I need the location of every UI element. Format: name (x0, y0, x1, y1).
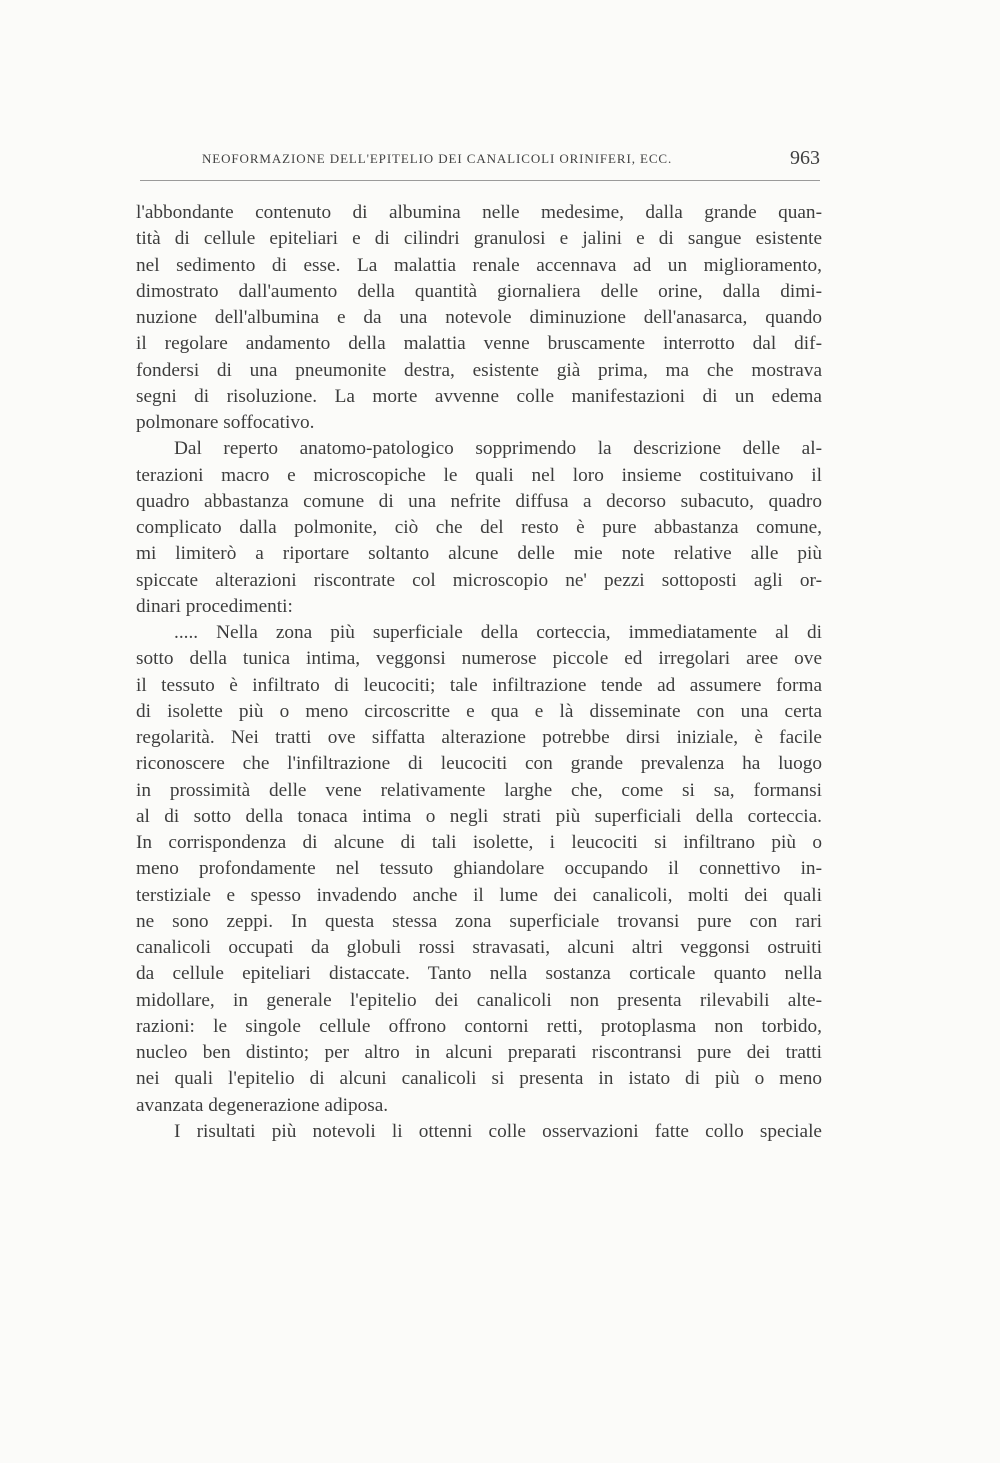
text-line: meno profondamente nel tessuto ghiandolare occupando il connettivo in- (136, 858, 822, 880)
text-line: I risultati più notevoli li ottenni colle osservazioni fatte collo speciale (174, 1120, 822, 1142)
text-line: segni di risoluzione. La morte avvenne colle manifestazioni di un edema (136, 385, 822, 407)
text-line: sotto della tunica intima, veggonsi numerose piccole ed irregolari aree ove (136, 648, 822, 670)
text-line: il tessuto è infiltrato di leucociti; tale infiltrazione tende ad assumere forma (136, 674, 822, 696)
text-line: ne sono zeppi. In questa stessa zona superficiale trovansi pure con rari (136, 910, 822, 932)
text-line: dinari procedimenti: (136, 595, 293, 617)
text-line: tità di cellule epiteliari e di cilindri granulosi e jalini e di sangue esistente (136, 228, 822, 250)
text-line: quadro abbastanza comune di una nefrite diffusa a decorso subacuto, quadro (136, 490, 822, 512)
text-line: avanzata degenerazione adiposa. (136, 1094, 389, 1116)
text-line: in prossimità delle vene relativamente larghe che, come si sa, formansi (136, 779, 822, 801)
body-text (136, 200, 822, 1145)
text-line: riconoscere che l'infiltrazione di leucociti con grande prevalenza ha luogo (136, 753, 822, 775)
text-line: spiccate alterazioni riscontrate col microscopio ne' pezzi sottoposti agli or- (136, 569, 822, 591)
page-number: 963 (790, 147, 820, 169)
text-line: l'abbondante contenuto di albumina nelle medesime, dalla grande quan- (136, 202, 822, 223)
text-line: nucleo ben distinto; per altro in alcuni preparati riscontransi pure dei tratti (136, 1042, 822, 1063)
text-line: terazioni macro e microscopiche le quali nel loro insieme costituivano il (136, 464, 822, 486)
text-line: In corrispondenza di alcune di tali isolette, i leucociti si infiltrano più o (136, 832, 822, 853)
text-line: canalicoli occupati da globuli rossi stravasati, alcuni altri veggonsi ostruiti (136, 937, 822, 958)
text-line: da cellule epiteliari distaccate. Tanto nella sostanza corticale quanto nella (136, 963, 822, 985)
text-line: regolarità. Nei tratti ove siffatta alterazione potrebbe dirsi iniziale, è facile (136, 727, 822, 748)
text-line: nei quali l'epitelio di alcuni canalicoli si presenta in istato di più o meno (136, 1068, 822, 1090)
text-line: midollare, in generale l'epitelio dei canalicoli non presenta rilevabili alte- (136, 989, 822, 1011)
text-line: nel sedimento di esse. La malattia renale accennava ad un miglioramento, (136, 254, 822, 276)
text-line: ..... Nella zona più superficiale della corteccia, immediatamente al di (174, 622, 822, 643)
text-line: dimostrato dall'aumento della quantità giornaliera delle orine, dalla dimi- (136, 280, 822, 302)
text-line: Dal reperto anatomo-patologico sopprimendo la descrizione delle al- (174, 438, 822, 460)
text-line: mi limiterò a riportare soltanto alcune delle mie note relative alle più (136, 543, 822, 565)
text-line: razioni: le singole cellule offrono contorni retti, protoplasma non torbido, (136, 1015, 822, 1037)
running-head (140, 148, 820, 178)
text-line: al di sotto della tonaca intima o negli strati più superficiali della corteccia. (136, 805, 822, 827)
text-line: complicato dalla polmonite, ciò che del resto è pure abbastanza comune, (136, 517, 822, 538)
text-line: polmonare soffocativo. (136, 412, 315, 433)
header-rule (140, 180, 820, 181)
text-line: nuzione dell'albumina e da una notevole diminuzione dell'anasarca, quando (136, 307, 822, 328)
text-line: fondersi di una pneumonite destra, esistente già prima, ma che mostrava (136, 359, 822, 381)
running-title: NEOFORMAZIONE DELL'EPITELIO DEI CANALICOLI ORINIFERI, ECC. (202, 151, 673, 166)
text-line: terstiziale e spesso invadendo anche il lume dei canalicoli, molti dei quali (136, 884, 822, 906)
text-line: di isolette più o meno circoscritte e qua e là disseminate con una certa (136, 700, 822, 722)
text-line: il regolare andamento della malattia venne bruscamente interrotto dal dif- (136, 333, 822, 355)
